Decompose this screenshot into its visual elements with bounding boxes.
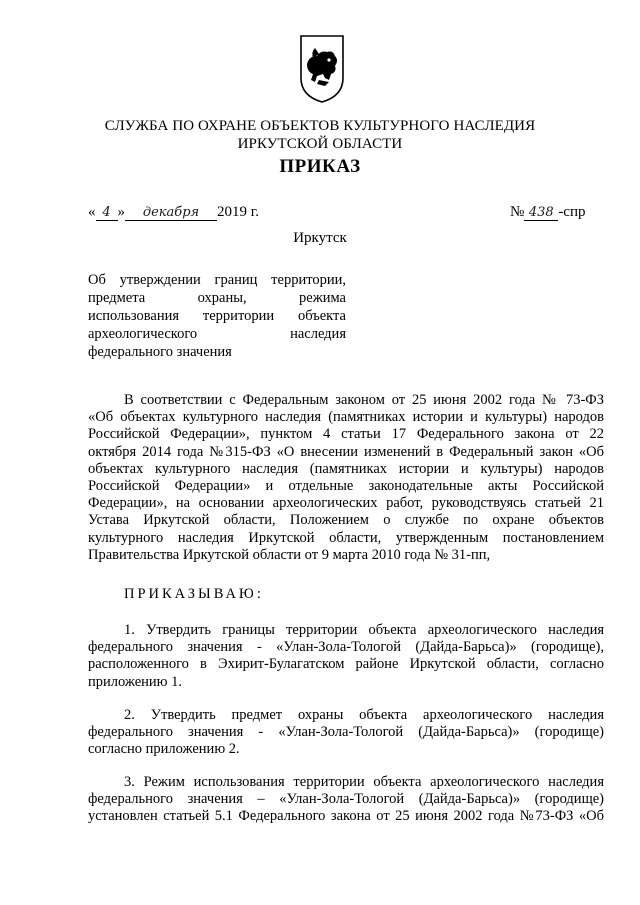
paragraph-line: В соответствии с Федеральным законом от 25 июня 2002 года № 73-ФЗ [124, 392, 604, 408]
date-year: 2019 г. [217, 204, 259, 220]
paragraph-line: приложению 1. [88, 673, 183, 690]
paragraph-line: 3. Режим использования территории объекта археологического наследия [124, 774, 604, 790]
paragraph-line: Федерации», на основании археологических работ, руководствуясь статьей 21 [88, 495, 604, 512]
number-value: 438 [524, 205, 558, 221]
number-suffix: -спр [558, 204, 586, 220]
organization-name-line2: ИРКУТСКОЙ ОБЛАСТИ [237, 136, 403, 152]
coat-of-arms-icon [299, 34, 345, 104]
paragraph-line: федерального значения - «Улан-Зола-Тологой (Дайда-Барьса)» (городище), [88, 639, 604, 656]
paragraph-line: установлен статьей 5.1 Федерального закона от 25 июня 2002 года №73-ФЗ «Об [88, 808, 604, 825]
subject-line: федерального значения [88, 344, 232, 360]
date-open-quote: « [88, 204, 96, 220]
number-sign: № [510, 204, 525, 220]
order-item-3 [88, 774, 604, 826]
paragraph-line: культурного наследия Иркутской области, утвержденным постановлением [88, 529, 604, 546]
document-number [510, 204, 586, 221]
preamble-paragraph [88, 392, 604, 564]
date-month: декабря [125, 205, 217, 221]
paragraph-line: Устава Иркутской области, Положением о службе по охране объектов [88, 512, 604, 529]
subject-line: предмета охраны, режима [88, 290, 346, 306]
paragraph-line: федерального значения – «Улан-Зола-Тологой (Дайда-Барьса)» (городище) [88, 791, 604, 808]
order-item-1 [88, 622, 604, 691]
paragraph-line: объектах культурного наследия (памятниках истории и культуры) народов [88, 460, 604, 477]
paragraph-line: расположенного в Эхирит-Булагатском районе Иркутской области, согласно [88, 656, 604, 673]
paragraph-line: 2. Утвердить предмет охраны объекта археологического наследия [124, 707, 604, 723]
date-day: 4 [96, 205, 118, 221]
paragraph-line: Российской Федерации», пунктом 4 статьи 17 Федерального закона от 22 [88, 426, 604, 443]
date-close-quote: » [117, 204, 125, 220]
paragraph-line: Правительства Иркутской области от 9 марта 2010 года № 31-пп, [88, 546, 491, 563]
subject-line: Об утверждении границ территории, [88, 272, 346, 288]
order-word: ПРИКАЗЫВАЮ: [124, 586, 264, 602]
paragraph-line: Российской Федерации» и отдельные законодательные акты Российской [88, 478, 604, 495]
paragraph-line: «Об объектах культурного наследия (памятниках истории и культуры) народов [88, 409, 604, 426]
document-title: ПРИКАЗ [279, 156, 361, 177]
subject-heading [88, 271, 346, 361]
paragraph-line: согласно приложению 2. [88, 741, 240, 758]
document-date [88, 204, 259, 221]
subject-line: использования территории объекта [88, 308, 346, 324]
paragraph-line: 1. Утвердить границы территории объекта археологического наследия [124, 622, 604, 638]
organization-name-line1: СЛУЖБА ПО ОХРАНЕ ОБЪЕКТОВ КУЛЬТУРНОГО НАСЛЕДИЯ [104, 118, 536, 134]
order-item-2 [88, 707, 604, 759]
city: Иркутск [293, 230, 347, 246]
subject-line: археологического наследия [88, 326, 346, 342]
paragraph-line: федерального значения - «Улан-Зола-Тологой (Дайда-Барьса)» (городище) [88, 724, 604, 741]
paragraph-line: октября 2014 года №315-ФЗ «О внесении изменений в Федеральный закон «Об [88, 443, 604, 460]
